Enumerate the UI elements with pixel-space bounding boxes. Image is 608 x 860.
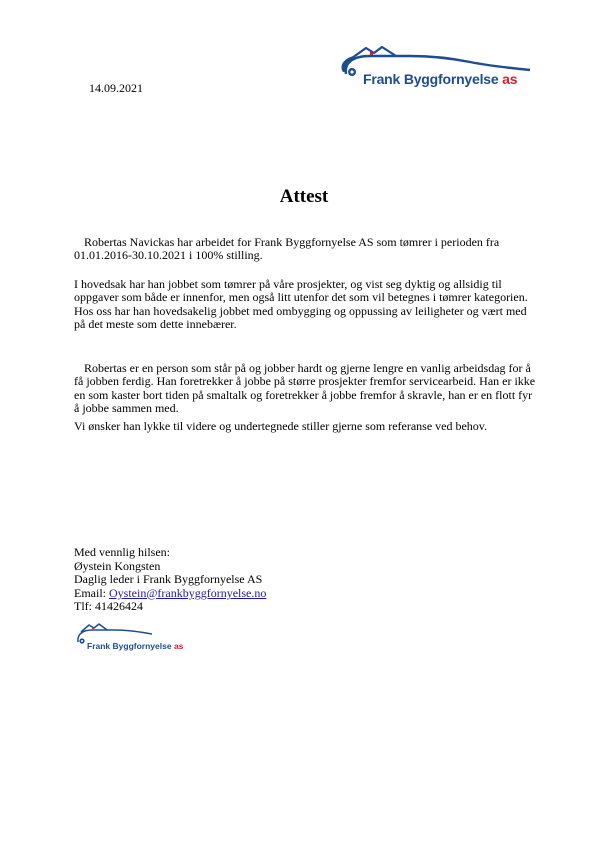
letter-date: 14.09.2021 — [89, 81, 143, 95]
signature-email-line: Email: Oystein@frankbyggfornyelse.no — [74, 585, 267, 600]
signature-phone: Tlf: 41426424 — [74, 599, 143, 614]
document-title: Attest — [279, 186, 329, 207]
company-logo-small-text: Frank Byggfornyelse as — [87, 641, 184, 651]
paragraph-personal-qualities: Robertas er en person som står på og jobber hardt og gjerne lengre en vanlig arbeidsdag for å få jobben ferdig. Han foretrekker å jobbe på større prosjekter fremfor servicearbeid. Han er ikke en som kaster bort tiden på smaltalk og foretrekker å jobbe fremfor å skravle, han er en flott fyr å jobbe sammen med. — [74, 361, 536, 416]
signature-role: Daglig leder i Frank Byggfornyelse AS — [74, 572, 263, 587]
paragraph-reference: Vi ønsker han lykke til videre og undertegnede stiller gjerne som referanse ved behov. — [74, 419, 488, 433]
company-logo-text: Frank Byggfornyelse as — [363, 71, 518, 87]
paragraph-work-description: I hovedsak har han jobbet som tømrer på våre prosjekter, og vist seg dyktig og allsidig til oppgaver som både er innenfor, men også litt utenfor det som vil betegnes i tømrer kategorien. Hos oss har han hovedsakelig jobbet med ombygging og oppussing av leiligheter og vært med på det meste som dette innebærer. — [74, 277, 528, 332]
signature-greeting: Med vennlig hilsen: — [74, 545, 170, 559]
signature-name: Øystein Kongsten — [74, 558, 161, 573]
signature-block — [74, 546, 266, 614]
company-logo — [340, 40, 540, 90]
email-link[interactable]: Oystein@frankbyggfornyelse.no — [109, 585, 267, 600]
paragraph-employment: Robertas Navickas har arbeidet for Frank Byggfornyelse AS som tømrer i perioden fra 01.01.2016-30.10.2021 i 100% stilling. — [74, 235, 500, 263]
company-logo-small — [74, 620, 194, 655]
